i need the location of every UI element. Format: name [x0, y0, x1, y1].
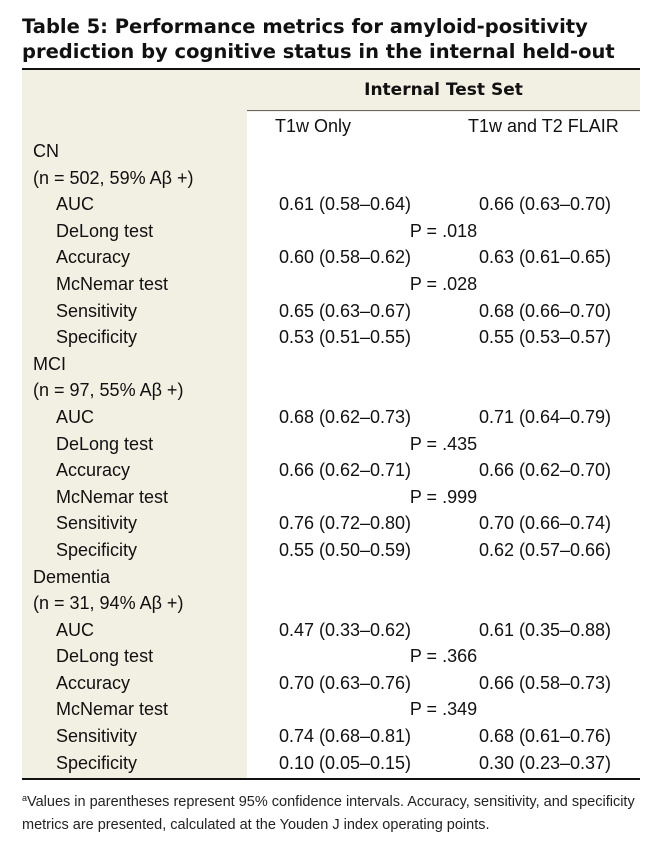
- group-subtitle-row: [0, 377, 668, 404]
- value-t1w-only: 0.53 (0.51–0.55): [278, 327, 412, 348]
- table-row: [0, 510, 668, 537]
- column-header-t1w-t2-flair: T1w and T2 FLAIR: [468, 116, 619, 136]
- table-row: [0, 404, 668, 431]
- value-t1w-only: 0.74 (0.68–0.81): [278, 726, 412, 747]
- p-value: P = .999: [409, 486, 478, 507]
- value-t1w-t2-flair: 0.66 (0.62–0.70): [478, 460, 612, 481]
- column-header-t1w-only: T1w Only: [275, 116, 352, 136]
- metric-label: Accuracy: [56, 247, 131, 268]
- table-row: [0, 244, 668, 271]
- table-row: [0, 191, 668, 218]
- table-row: [0, 696, 668, 723]
- metric-label: McNemar test: [56, 273, 169, 294]
- metric-label: Accuracy: [56, 460, 131, 481]
- group-name-row: [0, 564, 668, 591]
- table-row: [0, 750, 668, 777]
- p-value: P = .018: [409, 220, 478, 241]
- metric-label: AUC: [56, 406, 95, 427]
- value-t1w-t2-flair: 0.61 (0.35–0.88): [478, 619, 612, 640]
- footnote-text: Values in parentheses represent 95% confidence intervals. Accuracy, sensitivity, and specificity metrics are presented, calculated at the Youden J index operating points.: [22, 794, 635, 833]
- group-name: Dementia: [33, 566, 111, 587]
- table-row: [0, 457, 668, 484]
- value-t1w-t2-flair: 0.70 (0.66–0.74): [478, 513, 612, 534]
- value-t1w-t2-flair: 0.66 (0.63–0.70): [478, 194, 612, 215]
- value-t1w-t2-flair: 0.30 (0.23–0.37): [478, 752, 612, 773]
- value-t1w-t2-flair: 0.71 (0.64–0.79): [478, 406, 612, 427]
- p-value: P = .349: [409, 699, 478, 720]
- table-title-text: Table 5: Performance metrics for amyloid-positivity prediction by cognitive status in the internal held-out: [22, 15, 615, 63]
- table-row: [0, 643, 668, 670]
- value-t1w-t2-flair: 0.63 (0.61–0.65): [478, 247, 612, 268]
- metric-label: Accuracy: [56, 672, 131, 693]
- metric-label: DeLong test: [56, 433, 154, 454]
- p-value: P = .435: [409, 433, 478, 454]
- column-group-header: Internal Test Set: [364, 80, 523, 100]
- table-row: [0, 218, 668, 245]
- table-row: [0, 670, 668, 697]
- group-name: MCI: [33, 353, 66, 374]
- table-body: [0, 138, 668, 776]
- metric-label: DeLong test: [56, 220, 154, 241]
- metric-label: Sensitivity: [56, 726, 138, 747]
- value-t1w-only: 0.76 (0.72–0.80): [278, 513, 412, 534]
- value-t1w-only: 0.55 (0.50–0.59): [278, 539, 412, 560]
- value-t1w-only: 0.61 (0.58–0.64): [278, 194, 412, 215]
- group-name-row: [0, 138, 668, 165]
- metric-label: Specificity: [56, 752, 138, 773]
- value-t1w-t2-flair: 0.68 (0.61–0.76): [478, 726, 612, 747]
- value-t1w-only: 0.68 (0.62–0.73): [278, 406, 412, 427]
- value-t1w-only: 0.60 (0.58–0.62): [278, 247, 412, 268]
- value-t1w-t2-flair: 0.55 (0.53–0.57): [478, 327, 612, 348]
- table-row: [0, 617, 668, 644]
- metric-label: Specificity: [56, 327, 138, 348]
- metric-label: AUC: [56, 619, 95, 640]
- table-row: [0, 298, 668, 325]
- value-t1w-t2-flair: 0.68 (0.66–0.70): [478, 300, 612, 321]
- group-subtitle: (n = 502, 59% Aβ +): [33, 167, 194, 188]
- group-name: CN: [33, 141, 59, 161]
- metric-label: Specificity: [56, 539, 138, 560]
- metric-label: Sensitivity: [56, 300, 138, 321]
- metric-label: McNemar test: [56, 486, 169, 507]
- footnote-marker: a: [22, 793, 28, 803]
- value-t1w-t2-flair: 0.66 (0.58–0.73): [478, 672, 612, 693]
- value-t1w-only: 0.65 (0.63–0.67): [278, 300, 412, 321]
- table-footnote: [22, 787, 652, 837]
- value-t1w-t2-flair: 0.62 (0.57–0.66): [478, 539, 612, 560]
- value-t1w-only: 0.66 (0.62–0.71): [278, 460, 412, 481]
- table-row: [0, 431, 668, 458]
- p-value: P = .028: [409, 273, 478, 294]
- group-name-row: [0, 351, 668, 378]
- group-subtitle: (n = 97, 55% Aβ +): [33, 380, 184, 401]
- value-t1w-only: 0.10 (0.05–0.15): [278, 752, 412, 773]
- table-row: [0, 723, 668, 750]
- value-t1w-only: 0.70 (0.63–0.76): [278, 672, 412, 693]
- group-subtitle-row: [0, 590, 668, 617]
- table-row: [0, 271, 668, 298]
- metric-label: DeLong test: [56, 646, 154, 667]
- column-group-rule: [247, 110, 640, 111]
- metric-label: McNemar test: [56, 699, 169, 720]
- metric-label: AUC: [56, 194, 95, 215]
- value-t1w-only: 0.47 (0.33–0.62): [278, 619, 412, 640]
- p-value: P = .366: [409, 646, 478, 667]
- table-row: [0, 484, 668, 511]
- table-row: [0, 537, 668, 564]
- table-row: [0, 324, 668, 351]
- group-subtitle-row: [0, 165, 668, 192]
- metric-label: Sensitivity: [56, 513, 138, 534]
- table-bottom-rule: [22, 778, 640, 780]
- group-subtitle: (n = 31, 94% Aβ +): [33, 593, 184, 614]
